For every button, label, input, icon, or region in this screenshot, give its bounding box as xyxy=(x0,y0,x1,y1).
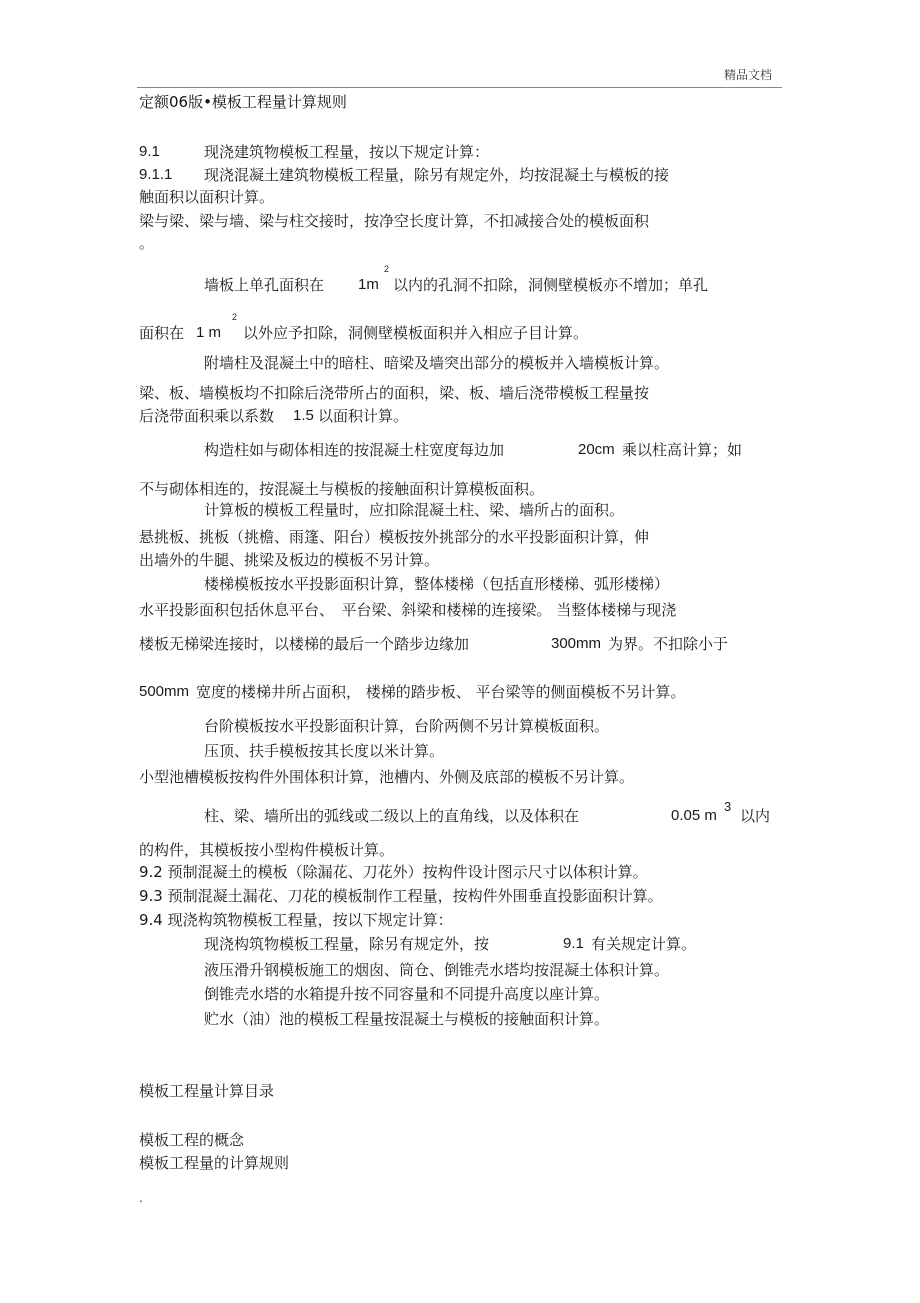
volume-value: 0.05 m xyxy=(671,807,717,824)
paragraph-line: 楼板无梯梁连接时，以楼梯的最后一个踏步边缘加 xyxy=(139,635,470,653)
paragraph-line: 宽度的楼梯井所占面积， 楼梯的踏步板、 平台梁等的侧面模板不另计算。 xyxy=(196,683,686,701)
dimension-value: 20cm xyxy=(578,441,615,458)
paragraph-line: 楼梯模板按水平投影面积计算，整体楼梯（包括直形楼梯、弧形楼梯） xyxy=(204,575,670,593)
paragraph-line: 台阶模板按水平投影面积计算，台阶两侧不另计算模板面积。 xyxy=(204,717,610,735)
paragraph-line: 以外应予扣除，洞侧壁模板面积并入相应子目计算。 xyxy=(243,324,589,342)
paragraph-line: 梁与梁、梁与墙、梁与柱交接时，按净空长度计算，不扣减接合处的模板面积 xyxy=(139,212,650,230)
coefficient-value: 1.5 xyxy=(293,407,314,424)
paragraph-line: 乘以柱高计算；如 xyxy=(622,441,743,459)
dimension-value: 300mm xyxy=(551,635,602,652)
paragraph-line: 面积在 xyxy=(139,324,185,342)
section-number: 9.1.1 xyxy=(139,166,173,183)
toc-item: 模板工程的概念 xyxy=(139,1131,245,1149)
toc-item: 模板工程量的计算规则 xyxy=(139,1154,290,1172)
superscript: 3 xyxy=(724,799,732,814)
paragraph-line: 以内 xyxy=(740,807,771,825)
paragraph-line: 以面积计算。 xyxy=(318,407,409,425)
paragraph-line: 液压滑升钢模板施工的烟囱、筒仓、倒锥壳水塔均按混凝土体积计算。 xyxy=(204,961,670,979)
paragraph-line: 计算板的模板工程量时，应扣除混凝土柱、梁、墙所占的面积。 xyxy=(204,501,625,519)
paragraph-line: 后浇带面积乘以系数 xyxy=(139,407,275,425)
unit-value: 1 m xyxy=(196,324,222,341)
page-title: 定额06版•模板工程量计算规则 xyxy=(139,93,347,111)
paragraph-line: 水平投影面积包括休息平台、 平台梁、斜梁和楼梯的连接梁。 当整体楼梯与现浇 xyxy=(139,601,677,619)
footer-dot: . xyxy=(139,1191,143,1205)
paragraph-line: 9.4 现浇构筑物模板工程量，按以下规定计算： xyxy=(139,911,453,929)
unit-value: 1m xyxy=(358,276,379,293)
header-note: 精品文档 xyxy=(724,68,773,82)
superscript: 2 xyxy=(232,312,238,322)
paragraph-line: 构造柱如与砌体相连的按混凝土柱宽度每边加 xyxy=(204,441,505,459)
superscript: 2 xyxy=(384,264,390,274)
paragraph-line: 出墙外的牛腿、挑梁及板边的模板不另计算。 xyxy=(139,551,440,569)
paragraph-line: 梁、板、墙模板均不扣除后浇带所占的面积，梁、板、墙后浇带模板工程量按 xyxy=(139,384,650,402)
paragraph-line: 触面积以面积计算。 xyxy=(139,188,275,206)
paragraph-line: 现浇建筑物模板工程量，按以下规定计算： xyxy=(204,143,490,161)
paragraph-line: 附墙柱及混凝土中的暗柱、暗梁及墙突出部分的模板并入墙模板计算。 xyxy=(204,354,670,372)
paragraph-line: 现浇构筑物模板工程量，除另有规定外，按 xyxy=(204,935,490,953)
paragraph-line: 压顶、扶手模板按其长度以米计算。 xyxy=(204,742,445,760)
paragraph-line: 墙板上单孔面积在 xyxy=(204,276,325,294)
paragraph-line: 倒锥壳水塔的水箱提升按不同容量和不同提升高度以座计算。 xyxy=(204,985,610,1003)
paragraph-line: 的构件，其模板按小型构件模板计算。 xyxy=(139,841,395,859)
paragraph-line: 柱、梁、墙所出的弧线或二级以上的直角线，以及体积在 xyxy=(204,807,580,825)
section-ref: 9.1 xyxy=(563,935,584,952)
paragraph-line: 9.2 预制混凝土的模板（除漏花、刀花外）按构件设计图示尺寸以体积计算。 xyxy=(139,863,648,881)
section-number: 9.1 xyxy=(139,143,160,160)
paragraph-line: 为界。不扣除小于 xyxy=(608,635,729,653)
paragraph-line: 有关规定计算。 xyxy=(591,935,697,953)
toc-title: 模板工程量计算目录 xyxy=(139,1082,275,1100)
paragraph-line: 贮水（油）池的模板工程量按混凝土与模板的接触面积计算。 xyxy=(204,1010,610,1028)
dimension-value: 500mm xyxy=(139,683,190,700)
paragraph-line: 以内的孔洞不扣除，洞侧壁模板亦不增加；单孔 xyxy=(393,276,709,294)
paragraph-line: 不与砌体相连的，按混凝土与模板的接触面积计算模板面积。 xyxy=(139,480,545,498)
paragraph-line: 9.3 预制混凝土漏花、刀花的模板制作工程量，按构件外围垂直投影面积计算。 xyxy=(139,887,663,905)
paragraph-line: 。 xyxy=(139,234,155,252)
paragraph-line: 小型池槽模板按构件外围体积计算，池槽内、外侧及底部的模板不另计算。 xyxy=(139,768,635,786)
header-rule xyxy=(137,87,782,88)
paragraph-line: 现浇混凝土建筑物模板工程量，除另有规定外，均按混凝土与模板的接 xyxy=(204,166,670,184)
paragraph-line: 悬挑板、挑板（挑檐、雨篷、阳台）模板按外挑部分的水平投影面积计算，伸 xyxy=(139,528,650,546)
